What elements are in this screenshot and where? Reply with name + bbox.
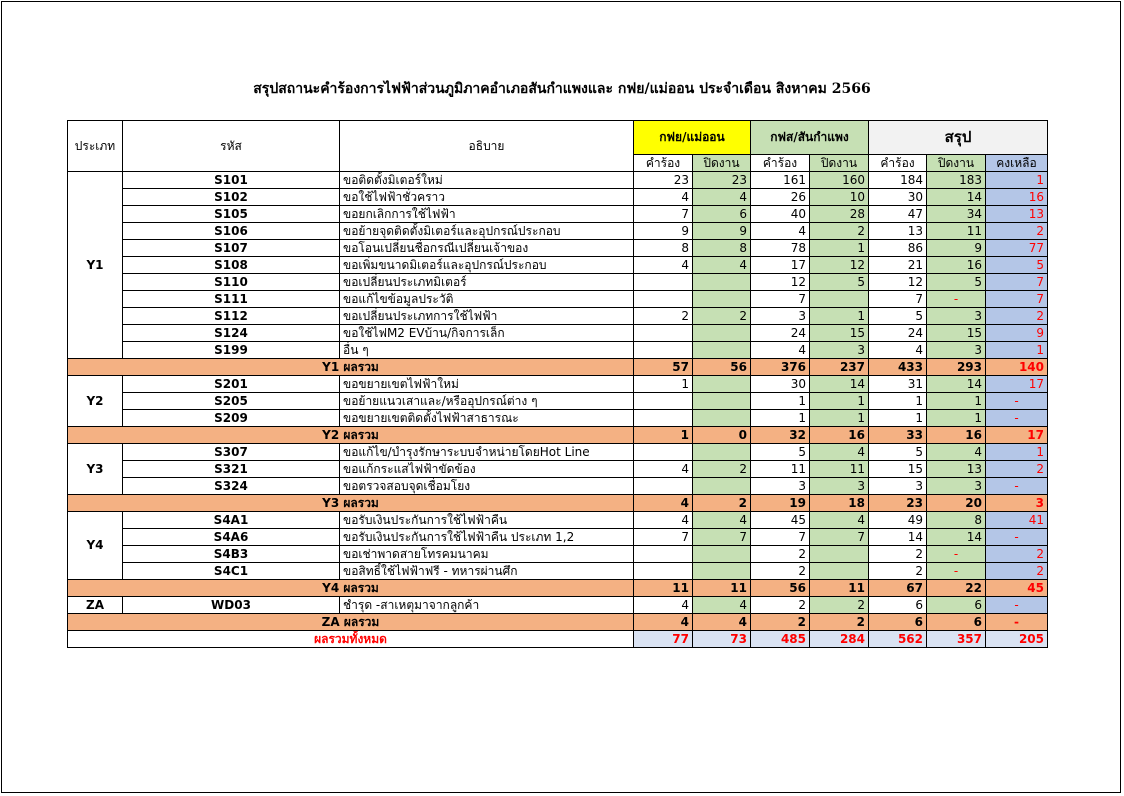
s-closed-cell: 9 [927, 240, 986, 257]
s-req-cell: 2 [869, 563, 927, 580]
s-remain-cell: - [986, 410, 1048, 427]
a-req-cell [634, 342, 693, 359]
subtotal-row [68, 359, 1048, 376]
sankamphaeng-req-header: คำร้อง [751, 155, 810, 172]
s-req-cell: 24 [869, 325, 927, 342]
code-cell: S4A1 [123, 512, 340, 529]
a-closed-cell [693, 478, 751, 495]
subtotal-b-closed: 237 [810, 359, 869, 376]
type-cell: ZA [68, 597, 123, 614]
maeon-closed-header: ปิดงาน [693, 155, 751, 172]
b-closed-cell: 11 [810, 461, 869, 478]
table-row [68, 274, 1048, 291]
a-closed-cell: 8 [693, 240, 751, 257]
a-req-cell: 4 [634, 512, 693, 529]
sankamphaeng-closed-header: ปิดงาน [810, 155, 869, 172]
s-remain-cell: 1 [986, 342, 1048, 359]
b-closed-cell: 4 [810, 444, 869, 461]
b-req-cell: 2 [751, 546, 810, 563]
grand-total-s-closed: 357 [927, 631, 986, 648]
b-req-cell: 24 [751, 325, 810, 342]
b-closed-cell: 14 [810, 376, 869, 393]
b-closed-cell: 7 [810, 529, 869, 546]
s-closed-cell: 1 [927, 393, 986, 410]
b-req-cell: 7 [751, 291, 810, 308]
b-req-cell: 30 [751, 376, 810, 393]
summary-remain-header: คงเหลือ [986, 155, 1048, 172]
report-title: สรุปสถานะคำร้องการไฟฟ้าส่วนภูมิภาคอำเภอสันกำแพงและ กฟย/แม่ออน ประจำเดือน สิงหาคม 2566 [253, 81, 871, 97]
b-req-cell: 40 [751, 206, 810, 223]
subtotal-label: ZA ผลรวม [68, 614, 634, 631]
a-closed-cell: 7 [693, 529, 751, 546]
subtotal-s-req: 23 [869, 495, 927, 512]
s-closed-cell: - [927, 546, 986, 563]
s-closed-cell: 14 [927, 529, 986, 546]
s-req-cell: 14 [869, 529, 927, 546]
b-closed-cell: 160 [810, 172, 869, 189]
s-closed-cell: 16 [927, 257, 986, 274]
a-req-cell: 4 [634, 597, 693, 614]
s-req-cell: 21 [869, 257, 927, 274]
s-req-cell: 1 [869, 393, 927, 410]
group-sankamphaeng-header: กฟส/สันกำแพง [751, 121, 869, 155]
subtotal-a-closed: 11 [693, 580, 751, 597]
table-row [68, 342, 1048, 359]
b-closed-cell: 1 [810, 410, 869, 427]
description-cell: ขอเปลี่ยนประเภทการใช้ไฟฟ้า [340, 308, 634, 325]
subtotal-b-req: 32 [751, 427, 810, 444]
code-cell: WD03 [123, 597, 340, 614]
subtotal-label: Y4 ผลรวม [68, 580, 634, 597]
type-cell: Y3 [68, 444, 123, 495]
s-closed-cell: 3 [927, 308, 986, 325]
b-req-cell: 2 [751, 563, 810, 580]
subtotal-a-closed: 56 [693, 359, 751, 376]
s-req-cell: 7 [869, 291, 927, 308]
s-remain-cell: 7 [986, 291, 1048, 308]
code-cell: S199 [123, 342, 340, 359]
table-row [68, 291, 1048, 308]
type-cell: Y4 [68, 512, 123, 580]
subtotal-row [68, 580, 1048, 597]
description-cell: ขอเปลี่ยนประเภทมิเตอร์ [340, 274, 634, 291]
table-row [68, 461, 1048, 478]
a-closed-cell: 2 [693, 308, 751, 325]
subtotal-b-req: 56 [751, 580, 810, 597]
a-req-cell: 2 [634, 308, 693, 325]
s-remain-cell: - [986, 393, 1048, 410]
s-closed-cell: 11 [927, 223, 986, 240]
status-table [67, 120, 1048, 648]
s-req-cell: 13 [869, 223, 927, 240]
b-closed-cell: 4 [810, 512, 869, 529]
subtotal-a-closed: 2 [693, 495, 751, 512]
b-closed-cell: 3 [810, 478, 869, 495]
s-closed-cell: 3 [927, 478, 986, 495]
subtotal-b-closed: 2 [810, 614, 869, 631]
subtotal-row [68, 495, 1048, 512]
b-req-cell: 1 [751, 410, 810, 427]
subtotal-s-closed: 293 [927, 359, 986, 376]
grand-total-a-closed: 73 [693, 631, 751, 648]
b-closed-cell [810, 291, 869, 308]
description-cell: ชำรุด -สาเหตุมาจากลูกค้า [340, 597, 634, 614]
s-remain-cell: 2 [986, 223, 1048, 240]
s-closed-cell: 13 [927, 461, 986, 478]
table-row [68, 444, 1048, 461]
b-req-cell: 12 [751, 274, 810, 291]
s-req-cell: 49 [869, 512, 927, 529]
description-cell: ขอโอนเปลี่ยนชื่อกรณีเปลี่ยนเจ้าของ [340, 240, 634, 257]
b-closed-cell: 12 [810, 257, 869, 274]
b-req-cell: 78 [751, 240, 810, 257]
subtotal-row [68, 614, 1048, 631]
s-req-cell: 15 [869, 461, 927, 478]
grand-total-s-req: 562 [869, 631, 927, 648]
code-cell: S107 [123, 240, 340, 257]
subtotal-a-req: 4 [634, 614, 693, 631]
subtotal-b-closed: 11 [810, 580, 869, 597]
s-req-cell: 5 [869, 444, 927, 461]
subtotal-s-closed: 22 [927, 580, 986, 597]
subtotal-a-req: 1 [634, 427, 693, 444]
a-closed-cell: 4 [693, 597, 751, 614]
a-req-cell: 4 [634, 189, 693, 206]
description-cell: ขอแก้กระแสไฟฟ้าขัดข้อง [340, 461, 634, 478]
subtotal-b-closed: 18 [810, 495, 869, 512]
table-row [68, 172, 1048, 189]
description-cell: ขอสิทธิ์ใช้ไฟฟ้าฟรี - ทหารผ่านศึก [340, 563, 634, 580]
b-closed-cell: 2 [810, 223, 869, 240]
subtotal-s-req: 33 [869, 427, 927, 444]
b-closed-cell: 28 [810, 206, 869, 223]
a-req-cell: 4 [634, 461, 693, 478]
b-closed-cell [810, 563, 869, 580]
s-closed-cell: 5 [927, 274, 986, 291]
a-req-cell: 7 [634, 206, 693, 223]
s-req-cell: 47 [869, 206, 927, 223]
s-closed-cell: - [927, 291, 986, 308]
s-closed-cell: 34 [927, 206, 986, 223]
a-req-cell: 4 [634, 257, 693, 274]
code-cell: S324 [123, 478, 340, 495]
a-closed-cell [693, 546, 751, 563]
subtotal-label: Y3 ผลรวม [68, 495, 634, 512]
s-remain-cell: 1 [986, 444, 1048, 461]
b-req-cell: 4 [751, 342, 810, 359]
a-closed-cell [693, 274, 751, 291]
grand-total-b-req: 485 [751, 631, 810, 648]
s-req-cell: 184 [869, 172, 927, 189]
b-req-cell: 2 [751, 597, 810, 614]
description-cell: อื่น ๆ [340, 342, 634, 359]
a-req-cell [634, 325, 693, 342]
code-cell: S110 [123, 274, 340, 291]
grand-total-a-req: 77 [634, 631, 693, 648]
a-req-cell: 23 [634, 172, 693, 189]
code-cell: S102 [123, 189, 340, 206]
code-cell: S111 [123, 291, 340, 308]
a-req-cell [634, 410, 693, 427]
summary-req-header: คำร้อง [869, 155, 927, 172]
description-cell: ขอขยายเขตไฟฟ้าใหม่ [340, 376, 634, 393]
a-closed-cell: 4 [693, 512, 751, 529]
s-closed-cell: 14 [927, 376, 986, 393]
b-req-cell: 26 [751, 189, 810, 206]
table-row [68, 563, 1048, 580]
code-cell: S124 [123, 325, 340, 342]
summary-closed-header: ปิดงาน [927, 155, 986, 172]
code-cell: S106 [123, 223, 340, 240]
s-remain-cell: 7 [986, 274, 1048, 291]
a-req-cell [634, 393, 693, 410]
grand-total-row [68, 631, 1048, 648]
s-req-cell: 12 [869, 274, 927, 291]
table-row [68, 393, 1048, 410]
subtotal-label: Y1 ผลรวม [68, 359, 634, 376]
b-closed-cell: 15 [810, 325, 869, 342]
code-cell: S209 [123, 410, 340, 427]
grand-total-s-remain: 205 [986, 631, 1048, 648]
s-req-cell: 5 [869, 308, 927, 325]
a-closed-cell: 4 [693, 257, 751, 274]
description-cell: ขอขยายเขตติดตั้งไฟฟ้าสาธารณะ [340, 410, 634, 427]
a-closed-cell: 4 [693, 189, 751, 206]
subtotal-s-remain: 3 [986, 495, 1048, 512]
table-row [68, 376, 1048, 393]
b-closed-cell: 5 [810, 274, 869, 291]
code-cell: S321 [123, 461, 340, 478]
table-row [68, 189, 1048, 206]
s-closed-cell: 4 [927, 444, 986, 461]
b-req-cell: 161 [751, 172, 810, 189]
s-closed-cell: 1 [927, 410, 986, 427]
header-row [68, 121, 1048, 155]
a-closed-cell: 9 [693, 223, 751, 240]
subtotal-s-req: 433 [869, 359, 927, 376]
a-req-cell [634, 546, 693, 563]
description-cell: ขอติดตั้งมิเตอร์ใหม่ [340, 172, 634, 189]
subtotal-b-req: 2 [751, 614, 810, 631]
a-closed-cell [693, 325, 751, 342]
description-cell: ขอตรวจสอบจุดเชื่อมโยง [340, 478, 634, 495]
b-req-cell: 5 [751, 444, 810, 461]
s-closed-cell: - [927, 563, 986, 580]
s-remain-cell: 17 [986, 376, 1048, 393]
subtotal-s-remain: 45 [986, 580, 1048, 597]
description-cell: ขอแก้ไขข้อมูลประวัติ [340, 291, 634, 308]
s-closed-cell: 15 [927, 325, 986, 342]
subtotal-a-req: 11 [634, 580, 693, 597]
a-req-cell: 7 [634, 529, 693, 546]
a-req-cell [634, 444, 693, 461]
subtotal-label: Y2 ผลรวม [68, 427, 634, 444]
subtotal-b-closed: 16 [810, 427, 869, 444]
description-cell: ขอย้ายจุดติดตั้งมิเตอร์และอุปกรณ์ประกอบ [340, 223, 634, 240]
subtotal-a-req: 57 [634, 359, 693, 376]
code-cell: S201 [123, 376, 340, 393]
s-remain-cell: 77 [986, 240, 1048, 257]
b-req-cell: 7 [751, 529, 810, 546]
s-remain-cell: 9 [986, 325, 1048, 342]
subtotal-a-closed: 0 [693, 427, 751, 444]
s-req-cell: 1 [869, 410, 927, 427]
code-cell: S4B3 [123, 546, 340, 563]
s-remain-cell: - [986, 478, 1048, 495]
type-cell: Y1 [68, 172, 123, 359]
subtotal-row [68, 427, 1048, 444]
s-remain-cell: - [986, 529, 1048, 546]
table-row [68, 410, 1048, 427]
subtotal-s-closed: 20 [927, 495, 986, 512]
table-row [68, 257, 1048, 274]
code-cell: S205 [123, 393, 340, 410]
code-cell: S112 [123, 308, 340, 325]
a-closed-cell: 6 [693, 206, 751, 223]
col-desc-header: อธิบาย [340, 121, 634, 172]
b-req-cell: 11 [751, 461, 810, 478]
description-cell: ขอย้ายแนวเสาและ/หรืออุปกรณ์ต่าง ๆ [340, 393, 634, 410]
a-req-cell: 8 [634, 240, 693, 257]
table-row [68, 597, 1048, 614]
b-req-cell: 3 [751, 308, 810, 325]
s-remain-cell: 2 [986, 546, 1048, 563]
group-summary-header: สรุป [869, 121, 1048, 155]
description-cell: ขอใช้ไฟM2 EVบ้าน/กิจการเล็ก [340, 325, 634, 342]
s-closed-cell: 183 [927, 172, 986, 189]
b-closed-cell [810, 546, 869, 563]
code-cell: S108 [123, 257, 340, 274]
description-cell: ขอแก้ไข/บำรุงรักษาระบบจำหน่ายโดยHot Line [340, 444, 634, 461]
s-remain-cell: 5 [986, 257, 1048, 274]
s-closed-cell: 8 [927, 512, 986, 529]
s-req-cell: 30 [869, 189, 927, 206]
b-closed-cell: 1 [810, 393, 869, 410]
a-req-cell: 9 [634, 223, 693, 240]
description-cell: ขอเช่าพาดสายโทรคมนาคม [340, 546, 634, 563]
table-row [68, 223, 1048, 240]
b-closed-cell: 3 [810, 342, 869, 359]
subtotal-s-req: 6 [869, 614, 927, 631]
type-cell: Y2 [68, 376, 123, 427]
table-row [68, 512, 1048, 529]
code-cell: S307 [123, 444, 340, 461]
a-req-cell [634, 274, 693, 291]
s-remain-cell: - [986, 597, 1048, 614]
s-closed-cell: 14 [927, 189, 986, 206]
b-closed-cell: 1 [810, 240, 869, 257]
table-row [68, 240, 1048, 257]
table-row [68, 478, 1048, 495]
a-closed-cell: 2 [693, 461, 751, 478]
b-req-cell: 17 [751, 257, 810, 274]
a-closed-cell [693, 342, 751, 359]
s-closed-cell: 6 [927, 597, 986, 614]
b-req-cell: 45 [751, 512, 810, 529]
a-req-cell [634, 563, 693, 580]
col-type-header: ประเภท [68, 121, 123, 172]
table-body [68, 172, 1048, 648]
grand-total-b-closed: 284 [810, 631, 869, 648]
s-req-cell: 4 [869, 342, 927, 359]
subtotal-b-req: 19 [751, 495, 810, 512]
table-row [68, 206, 1048, 223]
description-cell: ขอรับเงินประกันการใช้ไฟฟ้าคืน [340, 512, 634, 529]
a-closed-cell [693, 291, 751, 308]
b-req-cell: 3 [751, 478, 810, 495]
code-cell: S105 [123, 206, 340, 223]
group-maeon-header: กฟย/แม่ออน [634, 121, 751, 155]
subtotal-s-req: 67 [869, 580, 927, 597]
s-req-cell: 6 [869, 597, 927, 614]
s-remain-cell: 41 [986, 512, 1048, 529]
grand-total-label: ผลรวมทั้งหมด [68, 631, 634, 648]
subtotal-s-closed: 6 [927, 614, 986, 631]
s-remain-cell: 2 [986, 308, 1048, 325]
a-closed-cell [693, 563, 751, 580]
subtotal-a-req: 4 [634, 495, 693, 512]
a-closed-cell [693, 444, 751, 461]
s-req-cell: 2 [869, 546, 927, 563]
b-closed-cell: 2 [810, 597, 869, 614]
a-req-cell: 1 [634, 376, 693, 393]
maeon-req-header: คำร้อง [634, 155, 693, 172]
subtotal-s-remain: - [986, 614, 1048, 631]
table-row [68, 308, 1048, 325]
table-row [68, 546, 1048, 563]
description-cell: ขอใช้ไฟฟ้าชั่วคราว [340, 189, 634, 206]
a-closed-cell: 23 [693, 172, 751, 189]
s-req-cell: 3 [869, 478, 927, 495]
subtotal-b-req: 376 [751, 359, 810, 376]
s-req-cell: 31 [869, 376, 927, 393]
table-row [68, 529, 1048, 546]
subtotal-s-remain: 17 [986, 427, 1048, 444]
code-cell: S101 [123, 172, 340, 189]
description-cell: ขอยกเลิกการใช้ไฟฟ้า [340, 206, 634, 223]
a-closed-cell [693, 393, 751, 410]
subtotal-a-closed: 4 [693, 614, 751, 631]
s-remain-cell: 13 [986, 206, 1048, 223]
b-closed-cell: 1 [810, 308, 869, 325]
b-req-cell: 4 [751, 223, 810, 240]
a-closed-cell [693, 410, 751, 427]
description-cell: ขอรับเงินประกันการใช้ไฟฟ้าคืน ประเภท 1,2 [340, 529, 634, 546]
col-code-header: รหัส [123, 121, 340, 172]
a-req-cell [634, 478, 693, 495]
s-remain-cell: 2 [986, 563, 1048, 580]
s-remain-cell: 1 [986, 172, 1048, 189]
s-remain-cell: 16 [986, 189, 1048, 206]
code-cell: S4A6 [123, 529, 340, 546]
s-remain-cell: 2 [986, 461, 1048, 478]
description-cell: ขอเพิ่มขนาดมิเตอร์และอุปกรณ์ประกอบ [340, 257, 634, 274]
code-cell: S4C1 [123, 563, 340, 580]
table-row [68, 325, 1048, 342]
subtotal-s-closed: 16 [927, 427, 986, 444]
a-req-cell [634, 291, 693, 308]
s-req-cell: 86 [869, 240, 927, 257]
subtotal-s-remain: 140 [986, 359, 1048, 376]
s-closed-cell: 3 [927, 342, 986, 359]
b-closed-cell: 10 [810, 189, 869, 206]
b-req-cell: 1 [751, 393, 810, 410]
a-closed-cell [693, 376, 751, 393]
